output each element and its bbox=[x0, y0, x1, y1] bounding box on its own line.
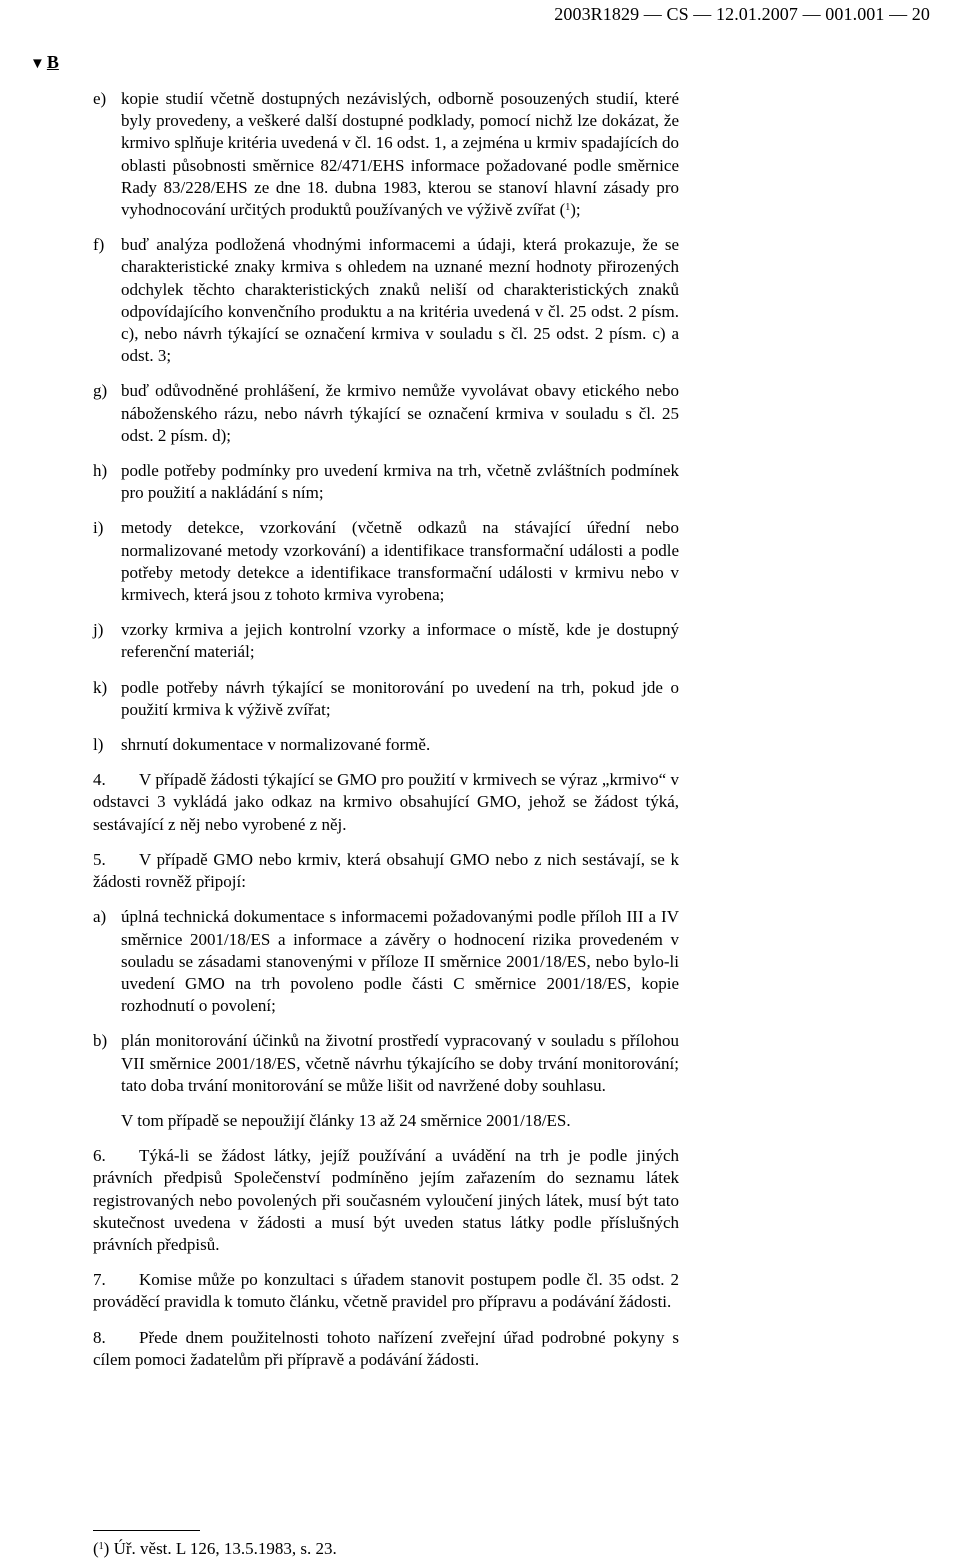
list-item-text: podle potřeby podmínky pro uvedení krmiva na trh, včetně zvláštních podmínek pro použití a nakládání s ním; bbox=[121, 461, 679, 503]
paragraph-5-note: V tom případě se nepoužijí články 13 až 24 směrnice 2001/18/ES. bbox=[121, 1110, 571, 1130]
paragraph-text: V případě žádosti týkající se GMO pro použití v krmivech se výraz „krmivo“ v odstavci 3 vykládá jako odkaz na krmivo obsahující GMO, jehož se žádost týká, sestávající z něj nebo vyrobené z něj. bbox=[93, 770, 679, 834]
paragraph-number: 8. bbox=[93, 1327, 106, 1347]
amendment-marker-label: B bbox=[46, 52, 59, 72]
list-item-e bbox=[93, 88, 679, 221]
list-item-label: k) bbox=[93, 677, 108, 697]
paragraph-4 bbox=[93, 769, 679, 836]
paragraph-number: 6. bbox=[93, 1146, 106, 1166]
list-item-5b bbox=[93, 1030, 679, 1097]
paragraph-6 bbox=[93, 1145, 679, 1256]
list-item-i bbox=[93, 517, 679, 606]
paragraph-7 bbox=[93, 1269, 679, 1313]
triangle-down-icon: ▼ bbox=[30, 56, 45, 72]
list-item-f bbox=[93, 234, 679, 367]
footnote-divider bbox=[93, 1530, 200, 1531]
list-item-text: plán monitorování účinků na životní prostředí vypracovaný v souladu s přílohou VII směrnice 2001/18/ES, včetně návrhu týkajícího se doby trvání monitorování; tato doba trvání monitorování se může lišit od navržené doby souhlasu. bbox=[121, 1031, 679, 1095]
paragraph-number: 7. bbox=[93, 1270, 106, 1290]
list-item-label: i) bbox=[93, 518, 104, 538]
footnote: ($^1$) Úř. věst. L 126, 13.5.1983, s. 23. bbox=[93, 1539, 337, 1558]
list-item-label: e) bbox=[93, 89, 107, 108]
list-item-label: a) bbox=[93, 907, 107, 927]
paragraph-5 bbox=[93, 849, 679, 893]
paragraph-number: 4. bbox=[93, 770, 106, 790]
paragraph-text: Komise může po konzultaci s úřadem stanovit postupem podle čl. 35 odst. 2 prováděcí pravidla k tomuto článku, včetně pravidel pro přípravu a podávání žádosti. bbox=[93, 1270, 679, 1312]
list-item-h bbox=[93, 460, 679, 504]
list-item-text: podle potřeby návrh týkající se monitorování po uvedení na trh, pokud jde o použití krmiva k výživě zvířat; bbox=[121, 677, 679, 719]
list-item-label: f) bbox=[93, 235, 105, 255]
list-item-label: h) bbox=[93, 461, 108, 481]
paragraph-text: Přede dnem použitelnosti tohoto nařízení zveřejní úřad podrobné pokyny s cílem pomoci žadatelům při přípravě a podávání žádosti. bbox=[93, 1327, 679, 1369]
list-item-j bbox=[93, 619, 679, 663]
list-item-g bbox=[93, 380, 679, 447]
list-item-5a bbox=[93, 906, 679, 1017]
list-item-text: úplná technická dokumentace s informacemi požadovanými podle příloh III a IV směrnice 2001/18/ES a informace a závěry o hodnocení rizika provedeném v souladu se zásadami stanovenými v příloze II směrnice 2001/18/ES, nebo bylo-li uvedení GMO na trh povoleno podle části C směrnice 2001/18/ES, kopie rozhodnutí o povolení; bbox=[121, 907, 679, 1016]
list-item-l bbox=[93, 734, 679, 756]
list-item-text: kopie studií včetně dostupných nezávislých, odborně posouzených studií, které byly provedeny, a veškeré další dostupné podklady, pomocí nichž lze dokázat, že krmivo splňuje kritéria uvedená v čl. 16 odst. 1, a zejména u krmiv spadajících do oblasti působnosti směrnice 82/471/EHS informace požadované podle směrnice Rady 83/228/EHS ze dne 18. dubna 1983, kterou se stanoví hlavní zásady pro vyhodnocování určitých produktů používaných ve výživě zvířat ($^1$); bbox=[121, 89, 679, 220]
paragraph-text: V případě GMO nebo krmiv, která obsahují GMO nebo z nich sestávají, se k žádosti rovněž připojí: bbox=[93, 849, 679, 892]
footnote-ref: 1 bbox=[565, 202, 571, 214]
list-item-text: buď odůvodněné prohlášení, že krmivo nemůže vyvolávat obavy etického nebo náboženského rázu, nebo návrh týkající se označení krmiva v souladu s čl. 25 odst. 2 písm. d); bbox=[121, 381, 679, 445]
footnote-number: 1 bbox=[98, 1541, 104, 1552]
document-body bbox=[93, 88, 679, 1384]
list-item-k bbox=[93, 677, 679, 721]
list-item-text: metody detekce, vzorkování (včetně odkazů na stávající úřední nebo normalizované metody vzorkování) a identifikace transformační události a podle potřeby metody detekce a identifikace transformační události v krmivu nebo v krmivech, která jsou z tohoto krmiva vyrobena; bbox=[121, 518, 679, 605]
list-item-label: b) bbox=[93, 1031, 108, 1051]
list-item-text: buď analýza podložená vhodnými informacemi a údaji, která prokazuje, že se charakteristické znaky krmiva s ohledem na uznané mezní hodnoty přirozených odchylek těchto charakteristických znaků neliší od charakteristických znaků odpovídajícího konvenčního produktu a na kritéria uvedená v čl. 25 odst. 2 písm. c), nebo návrh týkající se označení krmiva v souladu s čl. 25 odst. 2 písm. c) a odst. 3; bbox=[121, 235, 679, 366]
paragraph-text: Týká-li se žádost látky, jejíž používání a uvádění na trh je podle jiných právních předpisů Společenství podmíněno jejím zařazením do seznamu látek registrovaných nebo povolených při současném vyloučení jiných látek, musí být tato skutečnost uvedena v žádosti a musí být uveden status látky podle příslušných právních předpisů. bbox=[93, 1146, 679, 1254]
paragraph-8 bbox=[93, 1327, 679, 1371]
paragraph-number: 5. bbox=[93, 849, 106, 869]
list-item-label: g) bbox=[93, 381, 108, 401]
list-item-label: j) bbox=[93, 620, 104, 640]
list-item-text: vzorky krmiva a jejich kontrolní vzorky a informace o místě, kde je dostupný referenční materiál; bbox=[121, 620, 679, 662]
amendment-marker bbox=[30, 52, 59, 73]
list-item-text: shrnutí dokumentace v normalizované formě. bbox=[121, 735, 431, 755]
list-item-label: l) bbox=[93, 735, 104, 755]
footnote-text: ) Úř. věst. L 126, 13.5.1983, s. 23. bbox=[103, 1539, 337, 1558]
document-header: 2003R1829 — CS — 12.01.2007 — 001.001 — 20 bbox=[554, 4, 930, 24]
